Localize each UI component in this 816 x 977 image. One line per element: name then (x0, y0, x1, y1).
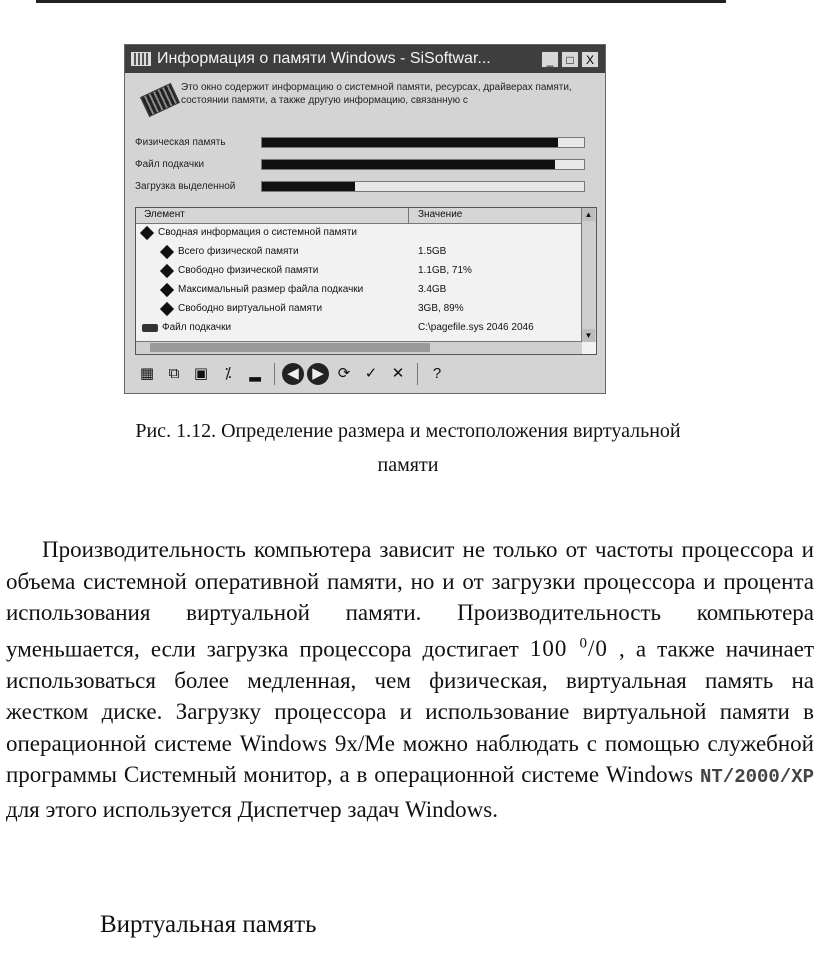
percent-value (530, 636, 608, 661)
memory-module-icon (140, 83, 180, 117)
figure-caption-continued: памяти (377, 454, 439, 476)
scroll-up-icon[interactable]: ▲ (582, 208, 595, 221)
back-icon[interactable]: ◀ (282, 363, 304, 385)
memory-info-window (124, 44, 606, 394)
copy-icon[interactable]: ⧉ (168, 365, 180, 382)
title-bar (125, 45, 605, 73)
list-item-name: Файл подкачки (162, 322, 232, 333)
drive-icon (142, 324, 158, 332)
list-item-value: C:\pagefile.sys 2046 2046 (418, 322, 534, 333)
list-item[interactable] (136, 320, 576, 336)
check-icon[interactable]: ✓ (364, 365, 378, 382)
column-header-value[interactable]: Значение (418, 209, 463, 220)
window-title: Информация о памяти Windows - SiSoftwar... (157, 50, 491, 67)
refresh-icon[interactable]: ⟳ (337, 365, 351, 382)
list-item-name: Свободно физической памяти (178, 265, 319, 276)
help-icon[interactable]: ? (432, 365, 442, 382)
meter-label-physical: Физическая память (135, 137, 226, 148)
list-item-summary[interactable] (136, 225, 576, 241)
meter-fill-commit (262, 182, 355, 191)
close-button[interactable]: X (581, 51, 599, 68)
minimize-button[interactable]: _ (541, 51, 559, 68)
list-item-name: Сводная информация о системной памяти (158, 227, 357, 238)
chart-icon[interactable]: ▂ (249, 365, 261, 382)
list-item[interactable] (136, 263, 576, 279)
info-icon (160, 264, 174, 278)
meter-fill-pagefile (262, 160, 555, 169)
list-item-value: 3GB, 89% (418, 303, 464, 314)
list-item[interactable] (136, 244, 576, 260)
list-item-name: Свободно виртуальной памяти (178, 303, 323, 314)
window-description: Это окно содержит информацию о системной памяти, ресурсах, драйверах памяти, состоянии памяти, а также другую информацию, связанную с (181, 82, 572, 106)
memory-list[interactable] (135, 207, 597, 355)
list-item-value: 1.5GB (418, 246, 447, 257)
list-item[interactable] (136, 301, 576, 317)
horizontal-scrollbar[interactable] (136, 341, 582, 354)
memory-chip-icon (131, 52, 151, 66)
column-header-element[interactable]: Элемент (144, 209, 185, 220)
horizontal-scroll-thumb[interactable] (150, 343, 430, 352)
percent-sup: 0 (579, 635, 588, 652)
meter-label-commit: Загрузка выделенной (135, 181, 236, 192)
body-paragraph (6, 534, 814, 825)
maximize-button[interactable]: □ (561, 51, 579, 68)
paragraph-text: Производительность компьютера зависит не только от частоты процессора и объема системной оперативной памяти, но и от загрузки процессора и процента использования виртуальной памяти. Производительность компьютера уменьшается, если загрузка процессора достигает (6, 537, 814, 662)
meter-label-pagefile: Файл подкачки (135, 159, 205, 170)
list-item[interactable] (136, 282, 576, 298)
section-heading: Виртуальная память (100, 911, 317, 938)
meter-physical (261, 137, 585, 148)
windows-version-text: NT/2000/XP (699, 766, 815, 789)
figure-caption: Рис. 1.12. Определение размера и местоположения виртуальной (135, 420, 681, 442)
save-icon[interactable]: ▣ (193, 365, 209, 382)
top-rule (36, 0, 726, 3)
list-item-value: 3.4GB (418, 284, 447, 295)
meter-commit (261, 181, 585, 192)
paragraph-text: для этого используется Диспетчер задач Windows. (6, 796, 498, 822)
paragraph-text: , а также начинает использоваться более медленная, чем физическая, виртуальная память на жестком диске. Загрузку процессора и использование виртуальной памяти в операционной системе Windows 9x/Me можно наблюдать с помощью служебной программы Системный монитор, а в операционной системе Windows (6, 636, 815, 788)
vertical-scrollbar[interactable] (581, 208, 596, 342)
list-item-name: Всего физической памяти (178, 246, 299, 257)
percent-icon[interactable]: ⁒ (224, 365, 232, 382)
info-icon (160, 302, 174, 316)
percent-number: 100 (529, 636, 568, 662)
info-icon (160, 245, 174, 259)
memory-icon (140, 226, 154, 240)
forward-icon[interactable]: ▶ (307, 363, 329, 385)
list-item-name: Максимальный размер файла подкачки (178, 284, 364, 295)
table-icon[interactable]: ▦ (139, 365, 155, 382)
info-icon (160, 283, 174, 297)
scroll-down-icon[interactable]: ▼ (582, 329, 595, 342)
list-item-value: 1.1GB, 71% (418, 265, 472, 276)
percent-rest: /0 (587, 636, 608, 662)
close-icon[interactable]: ✕ (391, 365, 405, 382)
toolbar (135, 361, 449, 387)
meter-fill-physical (262, 138, 558, 147)
meter-pagefile (261, 159, 585, 170)
list-header (136, 208, 582, 224)
